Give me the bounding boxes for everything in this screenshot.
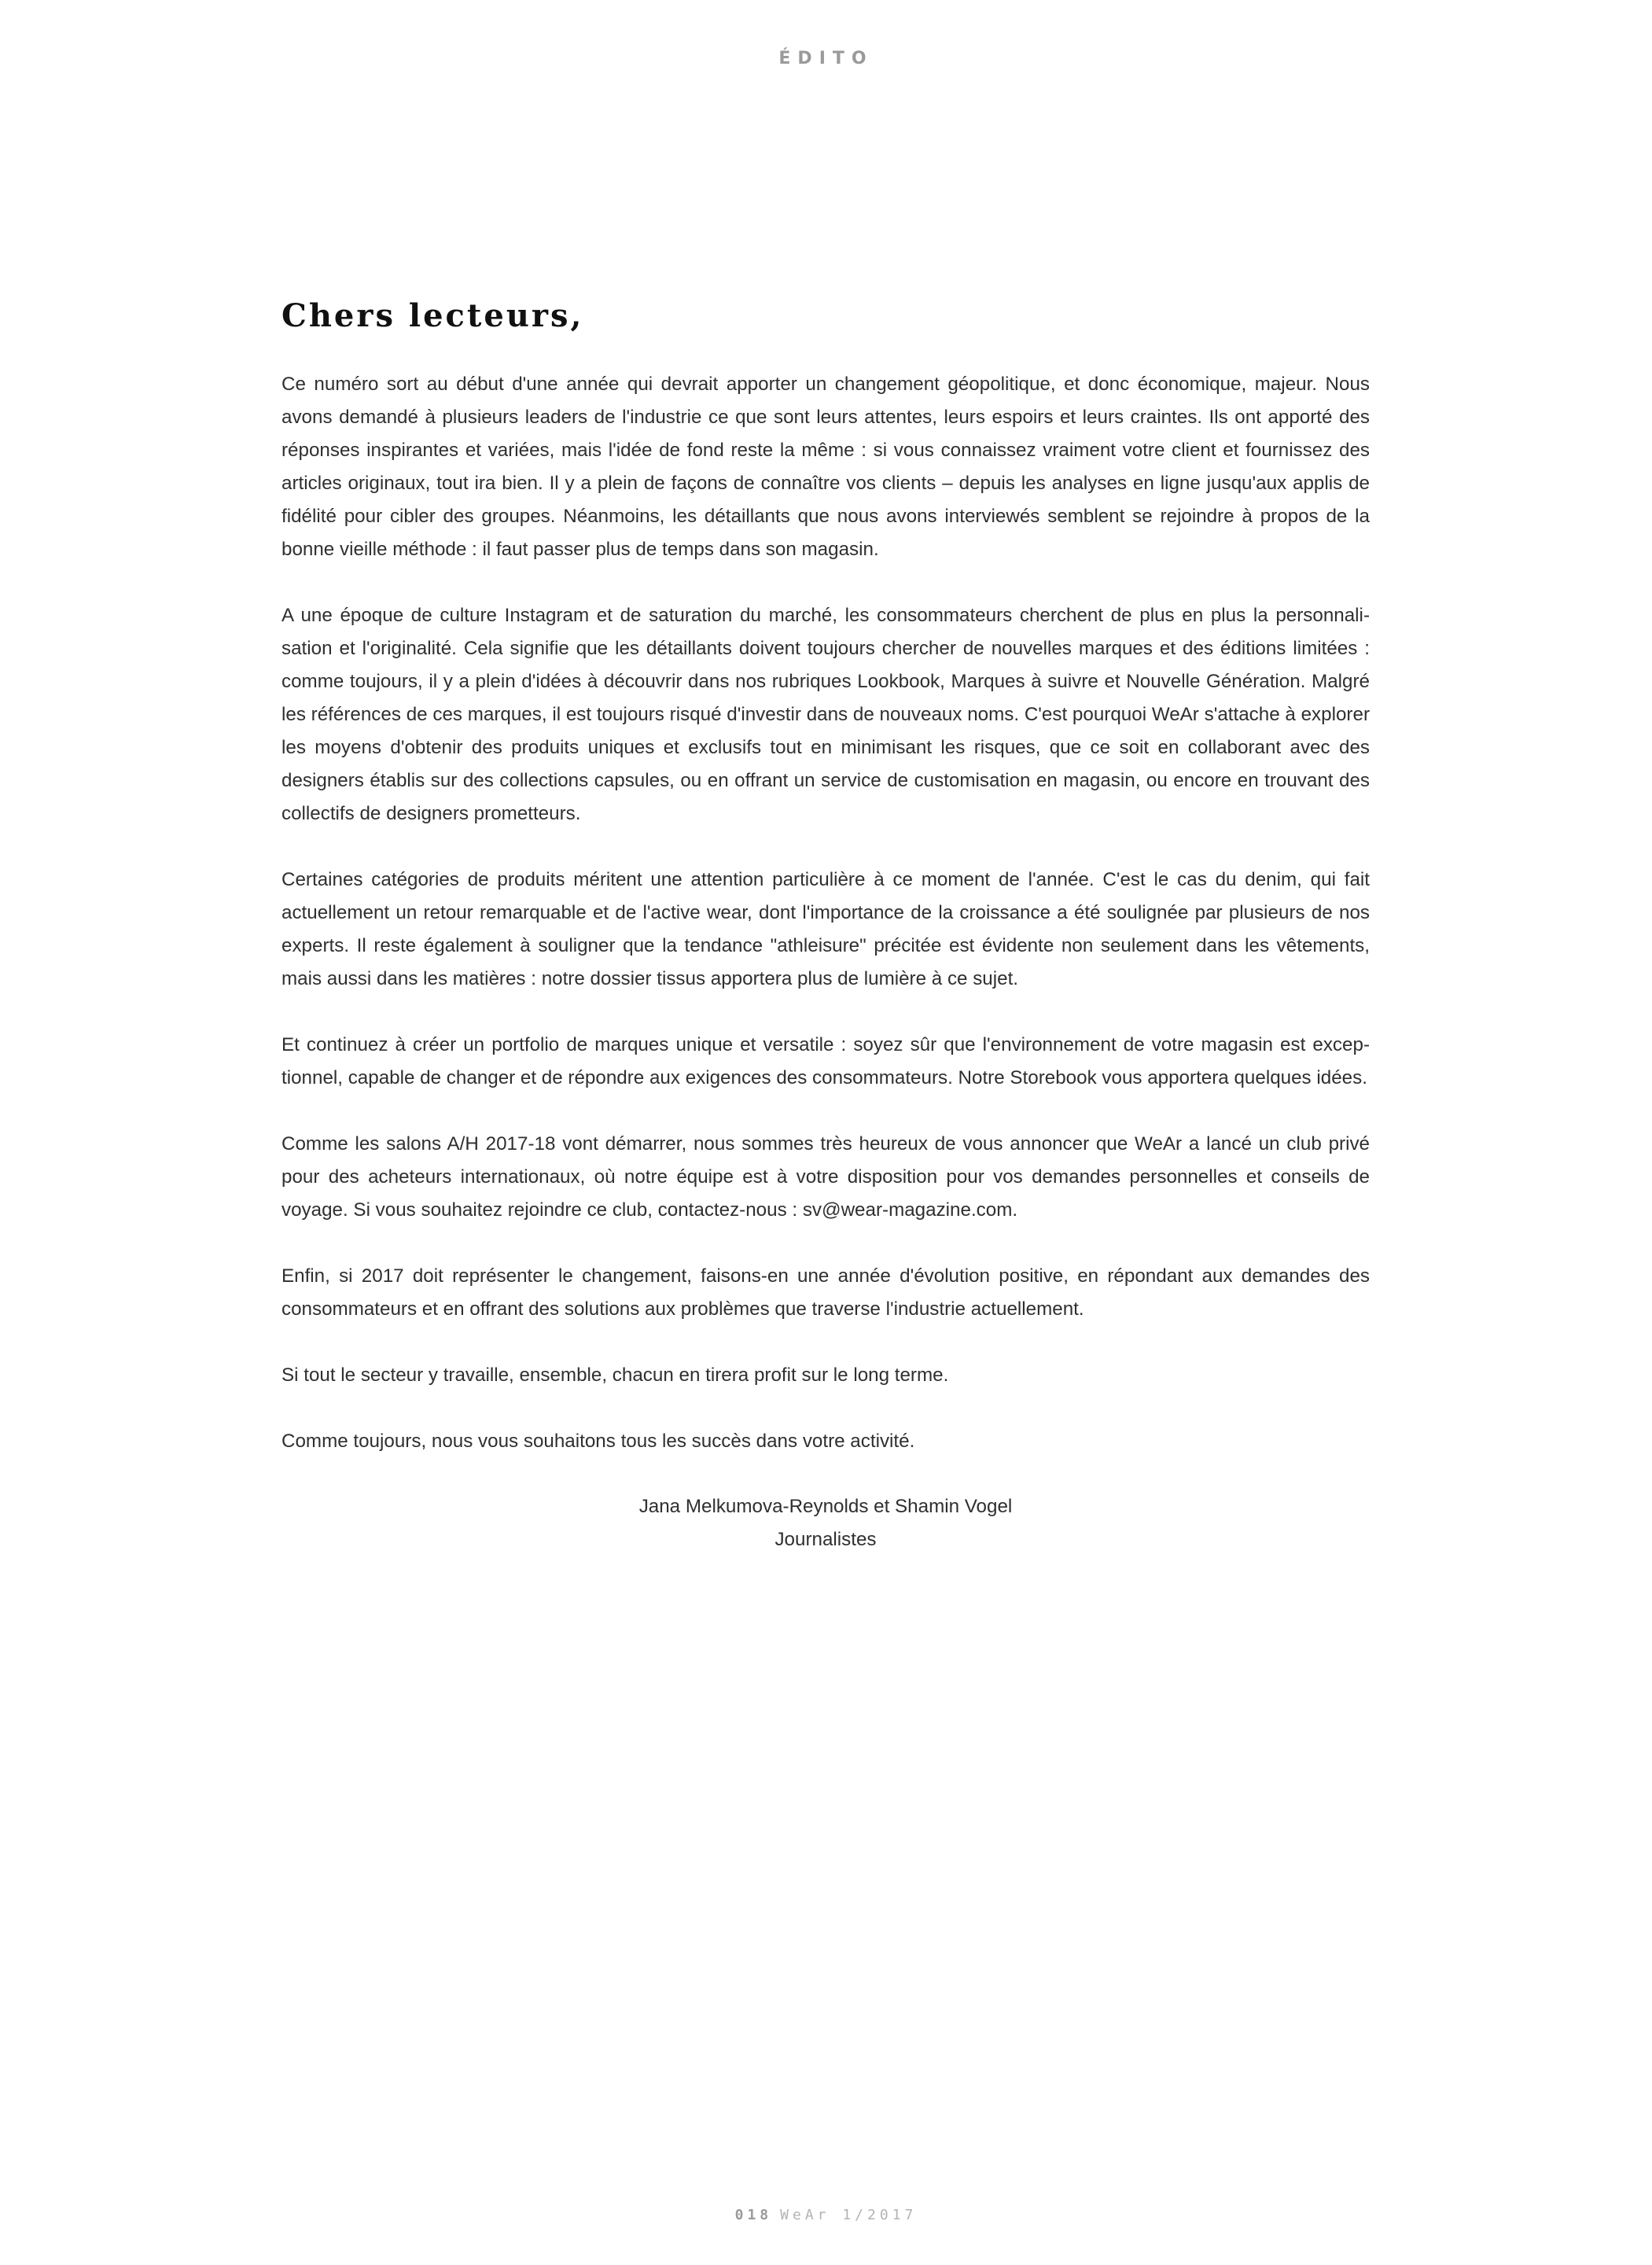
article-title: Chers lecteurs,: [281, 297, 584, 334]
signature-role: Journalistes: [774, 1529, 877, 1550]
paragraph: Comme les salons A/H 2017-18 vont démarrer, nous sommes très heureux de vous annoncer que WeAr a lancé un club privé pour des acheteurs internationaux, où notre équipe est à votre disposition pour vos demandes personnelles et conseils de voyage. Si vous souhaitez rejoindre ce club, contactez-nous : sv@wear-magazine.com.: [281, 1133, 1370, 1221]
paragraph: Enfin, si 2017 doit représenter le changement, faisons-en une année d'évolution positive, en répondant aux demandes des consommateurs et en offrant des solutions aux problèmes que traverse l'industrie actuellement.: [281, 1265, 1370, 1320]
paragraph: Ce numéro sort au début d'une année qui devrait apporter un changement géopolitique, et donc économique, majeur. Nous avons demandé à plusieurs leaders de l'industrie ce que sont leurs attentes, leurs espoirs et leurs craintes. Ils ont apporté des réponses inspirantes et variées, mais l'idée de fond reste la même : si vous connaissez vraiment votre client et fournissez des articles originaux, tout ira bien. Il y a plein de façons de connaître vos clients – depuis les analyses en ligne jusqu'aux applis de fidélité pour cibler des groupes. Néanmoins, les détaillants que nous avons interviewés semblent se rejoindre à propos de la bonne vieille méthode : il faut passer plus de temps dans son magasin.: [281, 374, 1370, 560]
page-number: 018: [734, 2207, 773, 2223]
page-footer: [0, 2207, 1652, 2223]
signature: [281, 1490, 1370, 1556]
editorial-article: [281, 297, 1370, 1556]
paragraph: Si tout le secteur y travaille, ensemble, chacun en tirera profit sur le long terme.: [281, 1365, 949, 1386]
paragraph: Et continuez à créer un portfolio de marques unique et versatile : soyez sûr que l'environnement de votre magasin est exceptionnel, capable de changer et de répondre aux exigences des consommateurs. Notre Storebook vous apportera quelques idées.: [281, 1034, 1370, 1088]
paragraph: Certaines catégories de produits méritent une attention particulière à ce moment de l'année. C'est le cas du denim, qui fait actuellement un retour remarquable et de l'active wear, dont l'importance de la croissance a été soulignée par plusieurs de nos experts. Il reste également à souligner que la tendance "athleisure" précitée est évidente non seulement dans les vêtements, mais aussi dans les matières : notre dossier tissus apportera plus de lumière à ce sujet.: [281, 869, 1370, 989]
paragraph: Comme toujours, nous vous souhaitons tous les succès dans votre activité.: [281, 1431, 915, 1452]
signature-names: Jana Melkumova-Reynolds et Shamin Vogel: [638, 1496, 1013, 1517]
article-body: [281, 368, 1370, 1458]
paragraph: A une époque de culture Instagram et de saturation du marché, les consommateurs cherchent de plus en plus la personnalisation et l'originalité. Cela signifie que les détaillants doivent toujours chercher de nouvelles marques et des éditions limitées : comme toujours, il y a plein d'idées à découvrir dans nos rubriques Lookbook, Marques à suivre et Nouvelle Génération. Malgré les références de ces marques, il est toujours risqué d'investir dans de nouveaux noms. C'est pourquoi WeAr s'attache à explorer les moyens d'obtenir des produits uniques et exclusifs tout en minimisant les risques, que ce soit en collaborant avec des designers établis sur des collections capsules, ou en offrant un service de customisation en magasin, ou encore en trouvant des collectifs de designers prometteurs.: [281, 605, 1370, 824]
section-header: ÉDITO: [778, 49, 874, 68]
publication-issue: WeAr 1/2017: [780, 2207, 918, 2223]
